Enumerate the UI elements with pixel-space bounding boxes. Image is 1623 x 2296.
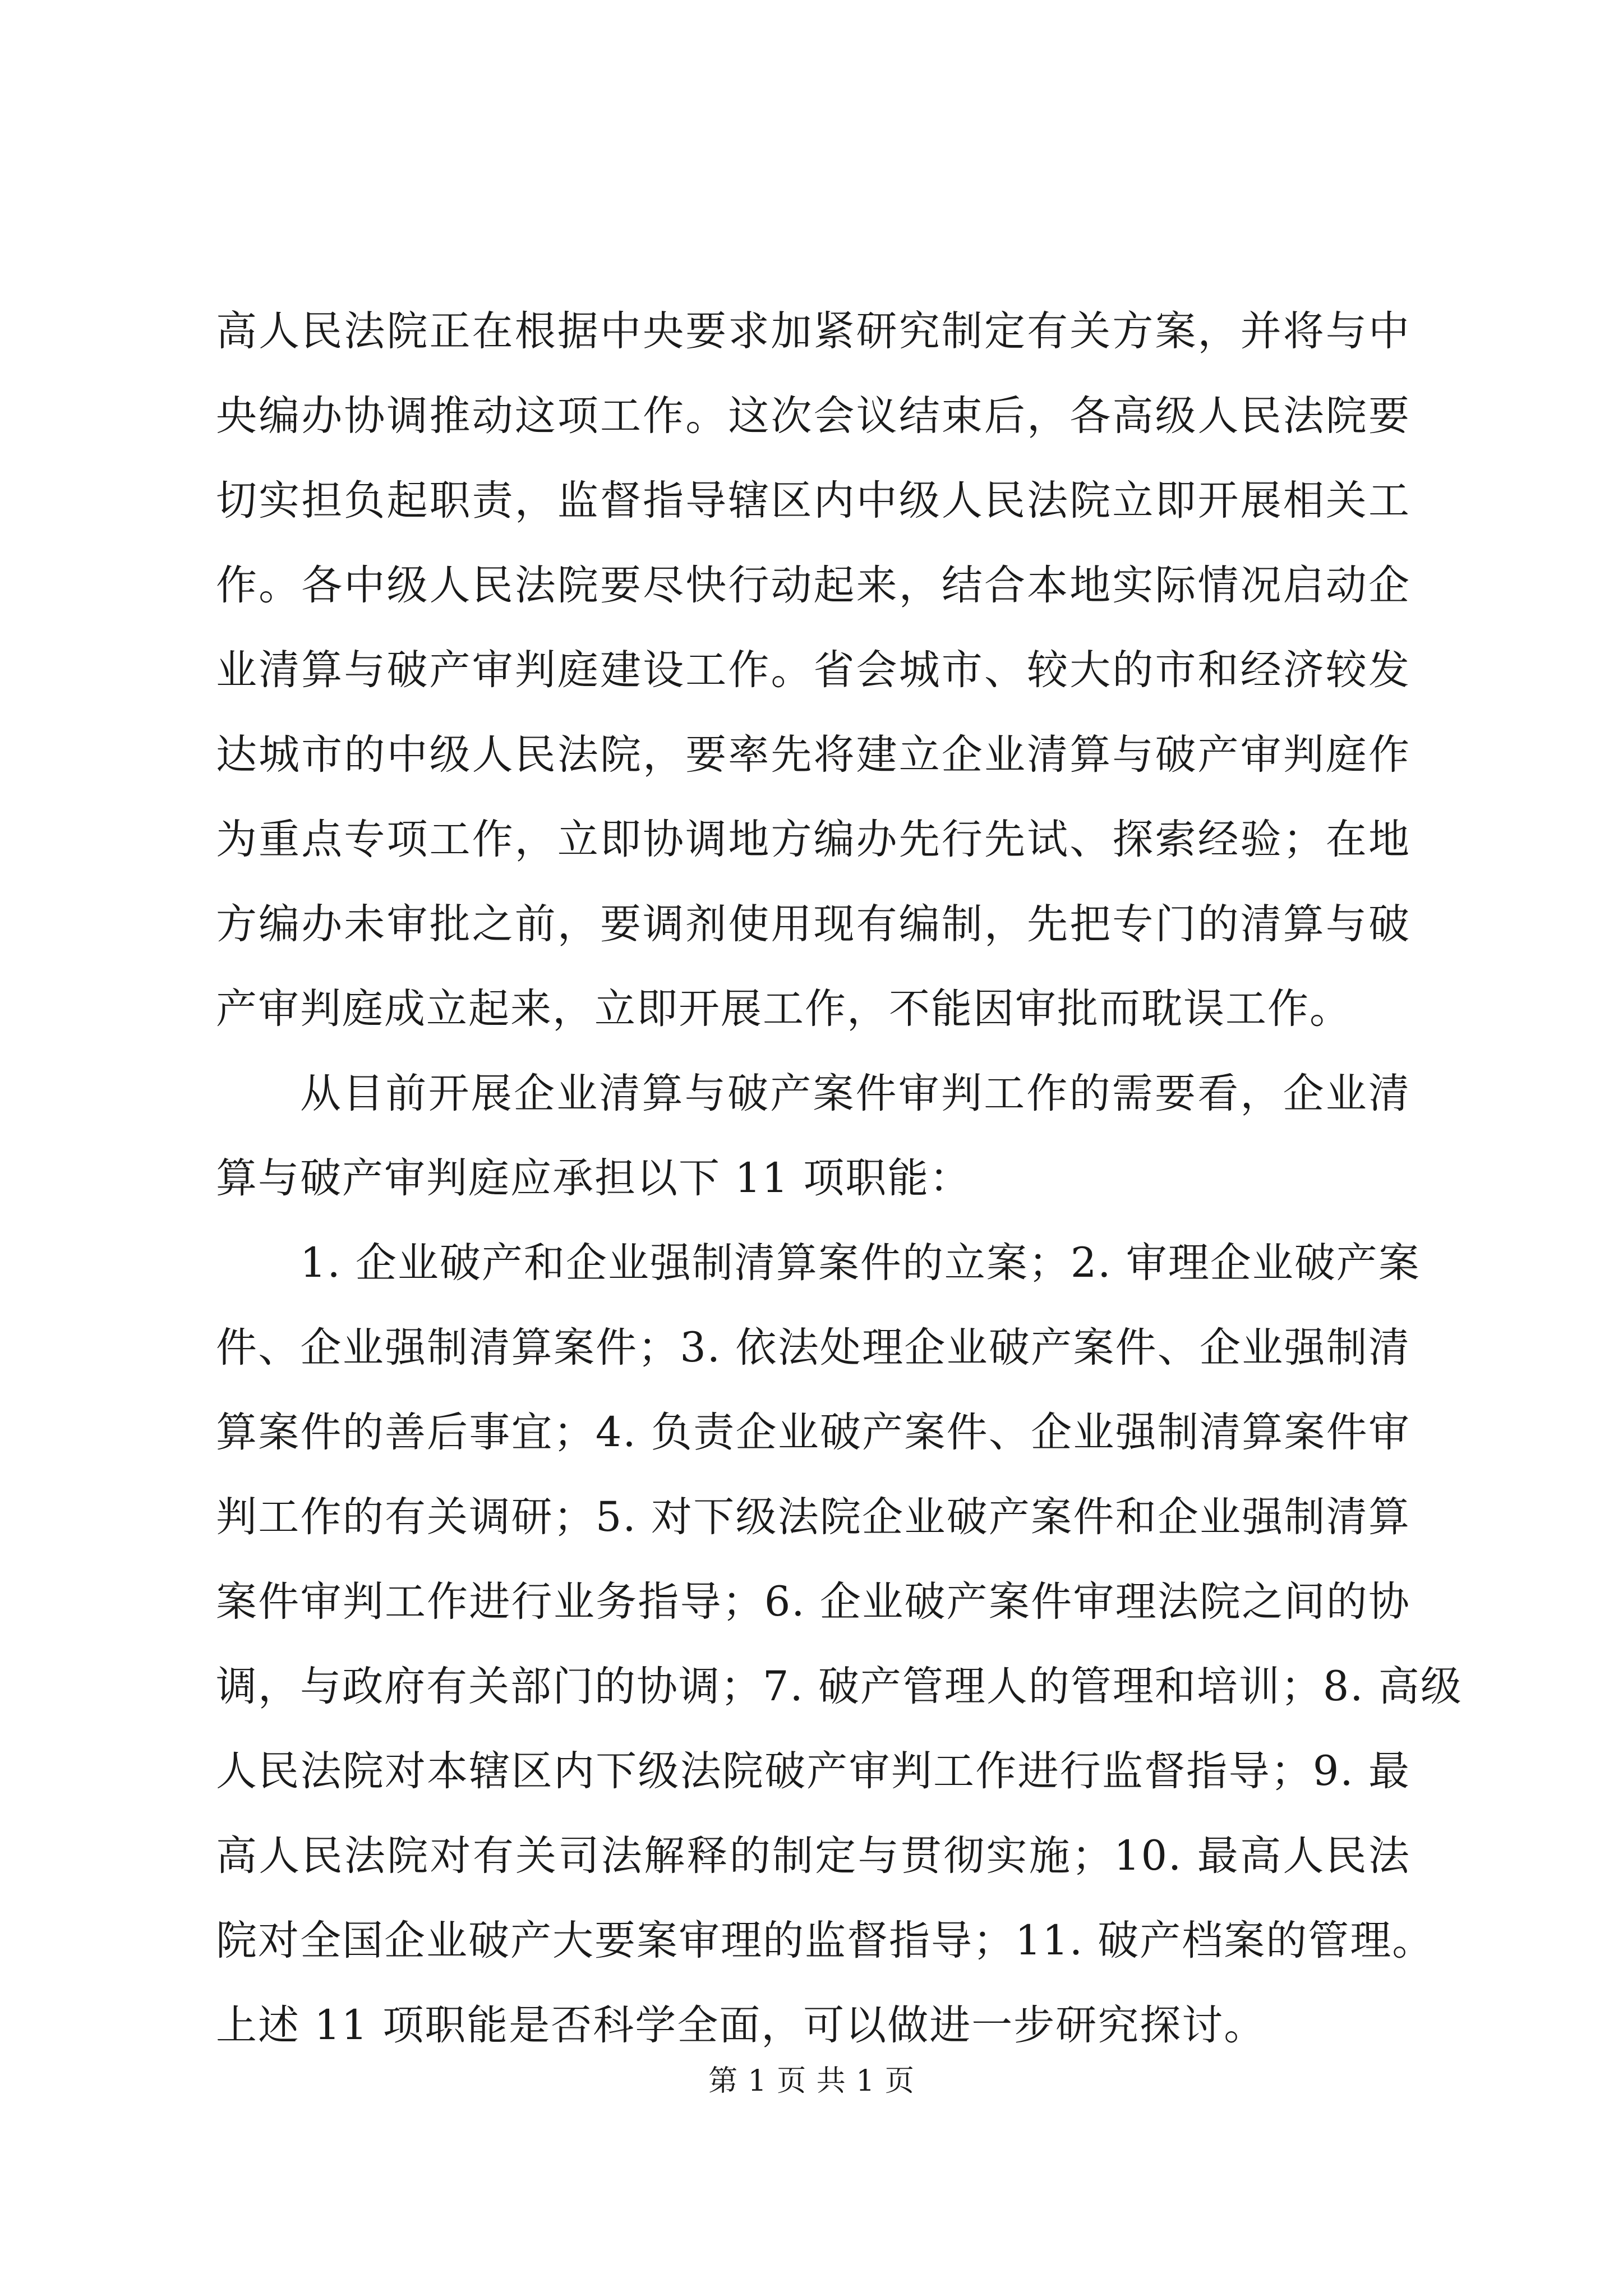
text-line: 算与破产审判庭应承担以下 11 项职能： — [216, 1154, 972, 1202]
text-line: 产审判庭成立起来，立即开展工作，不能因审批而耽误工作。 — [216, 985, 1352, 1033]
document-body — [216, 289, 1463, 2068]
text-line: 件、企业强制清算案件；3. 依法处理企业破产案件、企业强制清 — [216, 1324, 1410, 1372]
text-line: 调，与政府有关部门的协调；7. 破产管理人的管理和培训；8. 高级 — [216, 1663, 1463, 1710]
text-line: 案件审判工作进行业务指导；6. 企业破产案件审理法院之间的协 — [216, 1578, 1410, 1626]
text-line: 央编办协调推动这项工作。这次会议结束后，各高级人民法院要 — [216, 392, 1410, 440]
text-line: 人民法院对本辖区内下级法院破产审判工作进行监督指导；9. 最 — [216, 1747, 1410, 1795]
page-number-footer: 第 1 页 共 1 页 — [708, 2064, 915, 2098]
text-line: 切实担负起职责，监督指导辖区内中级人民法院立即开展相关工 — [216, 477, 1410, 524]
text-line: 达城市的中级人民法院，要率先将建立企业清算与破产审判庭作 — [216, 731, 1410, 779]
text-line: 院对全国企业破产大要案审理的监督指导；11. 破产档案的管理。 — [216, 1917, 1435, 1964]
text-line: 上述 11 项职能是否科学全面，可以做进一步研究探讨。 — [216, 2001, 1266, 2049]
text-line: 方编办未审批之前，要调剂使用现有编制，先把专门的清算与破 — [216, 900, 1410, 948]
paragraph-start-line: 从目前开展企业清算与破产案件审判工作的需要看，企业清 — [300, 1070, 1410, 1117]
paragraph-start-line: 1. 企业破产和企业强制清算案件的立案；2. 审理企业破产案 — [300, 1239, 1421, 1287]
text-line: 业清算与破产审判庭建设工作。省会城市、较大的市和经济较发 — [216, 646, 1410, 694]
text-line: 为重点专项工作，立即协调地方编办先行先试、探索经验；在地 — [216, 816, 1410, 863]
text-line: 算案件的善后事宜；4. 负责企业破产案件、企业强制清算案件审 — [216, 1409, 1410, 1456]
text-line: 作。各中级人民法院要尽快行动起来，结合本地实际情况启动企 — [216, 562, 1410, 609]
text-line: 高人民法院正在根据中央要求加紧研究制定有关方案，并将与中 — [216, 307, 1410, 355]
text-line: 高人民法院对有关司法解释的制定与贯彻实施；10. 最高人民法 — [216, 1832, 1410, 1880]
text-line: 判工作的有关调研；5. 对下级法院企业破产案件和企业强制清算 — [216, 1493, 1410, 1541]
